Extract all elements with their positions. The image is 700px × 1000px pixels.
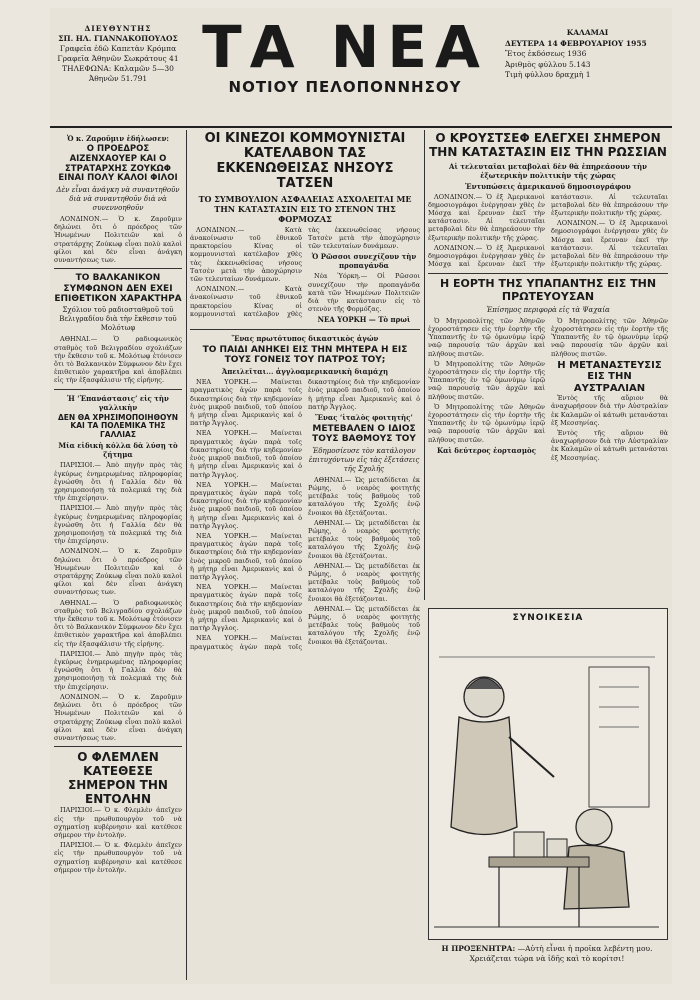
article-body: ΑΘΗΝΑΙ.— Ὡς μεταδίδεται ἐκ Ρώμης, ὁ νεαρὸς φοιτητὴς μετέβαλε τοὺς βαθμοὺς τοῦ καταλόγου τῆς Σχολῆς ἐνῷ ἔνοικοι θὰ ἐξετάζονται. <box>308 518 420 560</box>
article-deck: Μία εἰδικὴ κόλλα δὰ λύσῃ τὸ ζήτημα <box>58 441 178 460</box>
article-deck: Σχόλιον τοῦ ραδιοσταθμοῦ τοῦ Βελιγραδίου διὰ τὴν ἔκθεσιν τοῦ Μολότωφ <box>59 306 177 333</box>
article-body: ΠΑΡΙΣΙΟΙ.— Ὁ κ. Φλεμλὲν ἀπεῖχεν εἰς τὴν πρωθυπουργὸν τοῦ νὰ σχηματίσῃ κυβέρνησιν καὶ κατέθεσε σήμερον τὴν ἐντολήν. <box>54 841 182 874</box>
masthead-left-info <box>54 24 182 84</box>
article-columns <box>190 378 420 651</box>
article-deck: Αἱ τελευταῖαι μεταβολαὶ δὲν θὰ ἐπηρεάσουν τὴν ἐξωτερικὴν πολιτικὴν τῆς χώρας <box>449 161 647 180</box>
article-body: ΠΑΡΙΣΙΟΙ.— Ἀπὸ πηγὴν πρὸς τὰς ἐγκύρως ἐνημερωμένας πληροφορίας ἐγνώσθη ὅτι ἡ Γαλλία δὲν θὰ χρησιμοποιήσῃ τὰ πολεμικά της διὰ τὴν ἐπιχείρησιν. <box>54 461 182 503</box>
cartoon-title: ΣΥΝΟΙΚΕΣΙΑ <box>512 613 584 623</box>
phones-line-1: ΤΗΛΕΦΩΝΑ: Καλαμῶν 5—30 <box>62 64 174 73</box>
article-kicker: Ἕνας πρωτότυπος δικαστικὸς ἀγών <box>231 333 379 343</box>
article-kicker: Ὁ κ. Ζαροῦμιν ἐδήλωσεν: <box>66 134 170 143</box>
issue-number: Ἀριθμὸς φύλλου 5.143 <box>505 59 591 69</box>
newspaper-title: ΤΑ ΝΕΑ <box>202 13 488 81</box>
article-kicker: Ἡ ‘Ἐπανάστασις’ εἰς τὴν γαλλικὴν <box>67 393 169 412</box>
cartoon-drawing <box>429 627 665 937</box>
article-body: ΑΘΗΝΑΙ.— Ὁ ραδιοφωνικὸς σταθμὸς τοῦ Βελιγραδίου σχολιάζων τὴν ἔκθεσιν τοῦ κ. Μολότωφ ἐτόνισεν ὅτι τὸ Βαλκανικὸν Σύμφωνον δὲν ἔχει ἐπιθετικὸν χαρακτῆρα καὶ ἀποβλέπει εἰς τὴν ἐξασφάλισιν τῆς εἰρήνης. <box>54 335 182 385</box>
article-body: ΑΘΗΝΑΙ.— Ὡς μεταδίδεται ἐκ Ρώμης, ὁ νεαρὸς φοιτητὴς μετέβαλε τοὺς βαθμοὺς τοῦ καταλόγου τῆς Σχολῆς ἐνῷ ἔνοικοι θὰ ἐξετάζονται. <box>308 561 420 603</box>
newspaper-page <box>50 8 672 984</box>
article-body: ΛΟΝΔΙΝΟΝ.— Ὁ ἐξ Ἀμερικανοὶ δημοσιογράφοι ἐνέργησαν χθὲς ἐν Μόσχᾳ καὶ ἔρευναν ἐκεῖ τὴν κατάστασιν. Αἱ τελευταῖαι μεταβολαὶ δὲν θὰ ἐπηρεάσουν τὴν ἐξωτερικὴν πολιτικὴν τῆς χώρας. <box>428 192 668 269</box>
article-body: ΛΟΝΔΙΝΟΝ.— Ὁ ἐξ Ἀμερικανοὶ δημοσιογράφοι ἐνέργησαν χθὲς ἐν Μόσχᾳ καὶ ἔρευναν ἐκεῖ τὴν κατάστασιν. Αἱ τελευταῖαι μεταβολαὶ δὲν θὰ ἐπηρεάσουν τὴν ἐξωτερικὴν πολιτικὴν τῆς χώρας. <box>551 219 668 269</box>
article-body: Ὁ Μητροπολίτης τῶν Ἀθηνῶν ἐχοροστάτησεν εἰς τὴν ἑορτὴν τῆς Ὑπαπαντῆς ἐν τῷ ὁμωνύμῳ ἱερῷ ναῷ παρουσίᾳ τῶν ἀρχῶν καὶ πλήθους πιστῶν. <box>428 359 545 401</box>
article-body: ΝΕΑ ΥΟΡΚΗ.— Μαίνεται πραγματικὸς ἀγὼν παρὰ τοῖς δικαστηρίοις διὰ τὴν κηδεμονίαν ἑνὸς μικροῦ παιδιοῦ, τοῦ ὁποίου ἡ μήτηρ εἶναι Ἀμερικανὶς καὶ ὁ πατὴρ Ἄγγλος. <box>190 429 302 479</box>
article-kicker: Καὶ δεύτερος ἑορτασμὸς <box>437 445 536 455</box>
table-shape <box>489 857 589 867</box>
article-body: ΝΕΑ ΥΟΡΚΗ.— Μαίνεται πραγματικὸς ἀγὼν παρὰ τοῖς δικαστηρίοις διὰ τὴν κηδεμονίαν ἑνὸς μικροῦ παιδιοῦ, τοῦ ὁποίου ἡ μήτηρ εἶναι Ἀμερικανὶς καὶ ὁ πατὴρ Ἄγγλος. <box>190 531 302 581</box>
offices-line-2: Γραφεῖα Ἀθηνῶν Σωκράτους 41 <box>57 54 179 63</box>
column-middle <box>190 132 420 982</box>
article-kicker: Ἕνας ‘ἰταλὸς φοιτητὴς’ <box>315 413 413 423</box>
article-deck: Δὲν εἶναι ἀνάγκη νὰ συναντηθοῦν διὰ νὰ συναντηθοῦν διὰ νὰ συνεννοηθοῦν <box>56 186 180 213</box>
lead-headline: ΟΙ ΚΙΝΕΖΟΙ ΚΟΜΜΟΥΝΙΣΤΑΙ ΚΑΤΕΛΑΒΟΝ ΤΑΣ ΕΚΚΕΝΩΘΕΙΣΑΣ ΝΗΣΟΥΣ ΤΑΤΣΕΝ <box>204 132 406 191</box>
man-body <box>564 845 629 909</box>
article-deck: Ἀπειλεῖται... ἀγγλοαμερικανικὴ διαμάχη <box>221 367 389 377</box>
director-label: ΔΙΕΥΘΥΝΤΗΣ <box>84 24 152 33</box>
masthead <box>50 8 672 128</box>
article-headline: Ο ΠΡΟΕΔΡΟΣ ΑΙΖΕΝΧΑΟΥΕΡ ΚΑΙ Ο ΣΤΡΑΤΑΡΧΗΣ ΖΟΥΚΩΦ ΕΙΝΑΙ ΠΟΛΥ ΚΑΛΟΙ ΦΙΛΟΙ <box>58 144 178 184</box>
article-body: ΠΑΡΙΣΙΟΙ.— Ἀπὸ πηγὴν πρὸς τὰς ἐγκύρως ἐνημερωμένας πληροφορίας ἐγνώσθη ὅτι ἡ Γαλλία δὲν θὰ χρησιμοποιήσῃ τὰ πολεμικά της διὰ τὴν ἐπιχείρησιν. <box>54 649 182 691</box>
director-name: ΣΠ. ΗΛ. ΓΙΑΝΝΑΚΟΠΟΥΛΟΣ <box>58 34 178 43</box>
article-deck: Ἐπίσημος περιφορὰ εἰς τὰ Ψαχαία <box>486 305 610 314</box>
article-body: Νέα Ὑόρκη.— Οἱ Ρῶσσοι συνεχίζουν τὴν προπαγάνδα κατὰ τῶν Ἡνωμένων Πολιτειῶν διὰ τὴν κατάστασιν εἰς τὸ στενὸν τῆς Φορμόζας. <box>308 272 420 314</box>
article-body: ΝΕΑ ΥΟΡΚΗ.— Μαίνεται πραγματικὸς ἀγὼν παρὰ τοῖς δικαστηρίοις διὰ τὴν κηδεμονίαν ἑνὸς μικροῦ παιδιοῦ, τοῦ ὁποίου ἡ μήτηρ εἶναι Ἀμερικανὶς καὶ ὁ πατὴρ Ἄγγλος. <box>190 480 302 530</box>
article-body: ΛΟΝΔΙΝΟΝ.— Κατὰ ἀνακοίνωσιν τοῦ ἐθνικοῦ πρακτορείου Κίνας οἱ κομμουνισταὶ κατέλαβον χθὲς τὰς ἐκκενωθείσας νήσους Τατσὲν μετὰ τὴν ἀποχώρησιν τῶν τελευταίων δυνάμεων. <box>190 225 302 283</box>
article-deck: Ἐδημοσίευσε τὸν κατάλογον ἐπιτυχόντων εἰς τὰς ἐξετάσεις τῆς Σχολῆς <box>308 446 420 473</box>
lead-article-columns <box>190 226 420 325</box>
article-body: Ὁ Μητροπολίτης τῶν Ἀθηνῶν ἐχοροστάτησεν εἰς τὴν ἑορτὴν τῆς Ὑπαπαντῆς ἐν τῷ ὁμωνύμῳ ἱερῷ ναῷ παρουσίᾳ τῶν ἀρχῶν καὶ πλήθους πιστῶν. <box>428 402 545 444</box>
article-body: ΑΘΗΝΑΙ.— Ὡς μεταδίδεται ἐκ Ρώμης, ὁ νεαρὸς φοιτητὴς μετέβαλε τοὺς βαθμοὺς τοῦ καταλόγου τῆς Σχολῆς ἐνῷ ἔνοικοι θὰ ἐξετάζονται. <box>308 475 420 517</box>
article-body: ΠΑΡΙΣΙΟΙ.— Ὁ κ. Φλεμλὲν ἀπεῖχεν εἰς τὴν πρωθυπουργὸν τοῦ νὰ σχηματίσῃ κυβέρνησιν καὶ κατέθεσε σήμερον τὴν ἐντολήν. <box>54 806 182 839</box>
article-body: ΛΟΝΔΙΝΟΝ.— Ὁ κ. Ζαροῦμιν δηλώνει ὅτι ὁ πρόεδρος τῶν Ἡνωμένων Πολιτειῶν καὶ ὁ στρατάρχης Ζούκωφ εἶναι πολὺ καλοὶ φίλοι καὶ δὲν εἶναι ἀνάγκη συναντήσεως των. <box>54 547 182 597</box>
article-headline: ΤΟ ΒΑΛΚΑΝΙΚΟΝ ΣΥΜΦΩΝΟΝ ΔΕΝ ΕΧΕΙ ΕΠΙΘΕΤΙΚΟΝ ΧΑΡΑΚΤΗΡΑ <box>54 273 182 304</box>
divider <box>54 268 182 269</box>
article-headline: ΤΟ ΠΑΙΔΙ ΑΝΗΚΕΙ ΕΙΣ ΤΗΝ ΜΗΤΕΡΑ Η ΕΙΣ ΤΟΥΣ ΓΟΝΕΙΣ ΤΟΥ ΠΑΤΡΟΣ ΤΟΥ; <box>202 344 408 365</box>
article-headline: ΜΕΤΕΒΑΛΕΝ Ο ΙΔΙΟΣ ΤΟΥΣ ΒΑΘΜΟΥΣ ΤΟΥ <box>312 424 416 445</box>
newspaper-subtitle: ΝΟΤΙΟΥ ΠΕΛΟΠΟΝΝΗΣΟΥ <box>228 78 462 96</box>
caption-label: Η ΠΡΟΞΕΝΗΤΡΑ: <box>441 944 516 953</box>
article-body: ΛΟΝΔΙΝΟΝ.— Ὁ κ. Ζαροῦμιν δηλώνει ὅτι ὁ πρόεδρος τῶν Ἡνωμένων Πολιτειῶν καὶ ὁ στρατάρχης Ζούκωφ εἶναι πολὺ καλοὶ φίλοι καὶ δὲν εἶναι ἀνάγκη συναντήσεως των. <box>54 692 182 742</box>
article-columns <box>428 193 668 270</box>
article-body: Ὁ Μητροπολίτης τῶν Ἀθηνῶν ἐχοροστάτησεν εἰς τὴν ἑορτὴν τῆς Ὑπαπαντῆς ἐν τῷ ὁμωνύμῳ ἱερῷ ναῷ παρουσίᾳ τῶν ἀρχῶν καὶ πλήθους πιστῶν. <box>551 316 668 358</box>
publication-year: Ἔτος ἐκδόσεως 1936 <box>505 49 587 58</box>
article-body: ΝΕΑ ΥΟΡΚΗ.— Μαίνεται πραγματικὸς ἀγὼν παρὰ τοῖς δικαστηρίοις διὰ τὴν κηδεμονίαν ἑνὸς μικροῦ παιδιοῦ, τοῦ ὁποίου ἡ μήτηρ εἶναι Ἀμερικανὶς καὶ ὁ πατὴρ Ἄγγλος. <box>190 583 302 633</box>
issue-price: Τιμὴ φύλλου δραχμὴ 1 <box>505 70 591 79</box>
column-divider <box>186 130 187 980</box>
article-byline: ΝΕΑ ΥΟΡΚΗ — Τὸ πρωὶ <box>317 315 411 325</box>
man-head <box>576 809 612 845</box>
article-body: Ἐντὸς τῆς αὔριον θὰ ἀναχωρήσουν διὰ τὴν Αὐστραλίαν ἐκ Καλαμῶν οἱ κάτωθι μετανάσται ἐξ Μεσσηνίας. <box>551 429 668 462</box>
city: ΚΑΛΑΜΑΙ <box>566 28 609 37</box>
article-kicker: Ὁ Ρῶσσοι συνεχίζουν τὴν προπαγάνδα <box>311 252 417 271</box>
divider <box>190 329 420 330</box>
article-body: ΛΟΝΔΙΝΟΝ.— Κατὰ ἀνακοίνωσιν τοῦ ἐθνικοῦ πρακτορείου Κίνας οἱ κομμουνισταὶ κατέλαβον χθὲς τὰς ἐκκενωθείσας νήσους Τατσὲν μετὰ τὴν ἀποχώρησιν τῶν τελευταίων δυνάμεων. <box>190 225 420 318</box>
lead-deck: ΤΟ ΣΥΜΒΟΥΛΙΟΝ ΑΣΦΑΛΕΙΑΣ ΑΣΧΟΛΕΙΤΑΙ ΜΕ ΤΗΝ ΚΑΤΑΣΤΑΣΙΝ ΕΙΣ ΤΟ ΣΤΕΝΟΝ ΤΗΣ ΦΟΡΜΟΖΑΣ <box>198 193 412 224</box>
lead-headline: Ο ΚΡΟΥΣΤΣΕΦ ΕΛΕΓΧΕΙ ΣΗΜΕΡΟΝ ΤΗΝ ΚΑΤΑΣΤΑΣΙΝ ΕΙΣ ΤΗΝ ΡΩΣΣΙΑΝ <box>429 132 667 159</box>
divider <box>54 746 182 747</box>
article-body: Ἐντὸς τῆς αὔριον θὰ ἀναχωρήσουν διὰ τὴν Αὐστραλίαν ἐκ Καλαμῶν οἱ κάτωθι μετανάσται ἐξ Μεσσηνίας. <box>551 394 668 427</box>
cartoon-caption <box>428 944 666 964</box>
cartoon-frame <box>428 608 668 940</box>
article-body: ΑΘΗΝΑΙ.— Ὁ ραδιοφωνικὸς σταθμὸς τοῦ Βελιγραδίου σχολιάζων τὴν ἔκθεσιν τοῦ κ. Μολότωφ ἐτόνισεν ὅτι τὸ Βαλκανικὸν Σύμφωνον δὲν ἔχει ἐπιθετικὸν χαρακτῆρα καὶ ἀποβλέπει εἰς τὴν ἐξασφάλισιν τῆς εἰρήνης. <box>54 598 182 648</box>
article-kicker: Ἐντυπώσεις ἀμερικανοῦ δημοσιογράφου <box>465 181 631 191</box>
caption-text: —Αὐτὴ εἶναι ἡ προῖκα λεβέντη μου. Χρειάζεται τώρα νὰ ἰδῆς καὶ τὸ κορίτσι! <box>469 944 653 963</box>
article-headline: Η ΕΟΡΤΗ ΤΗΣ ΥΠΑΠΑΝΤΗΣ ΕΙΣ ΤΗΝ ΠΡΩΤΕΥΟΥΣΑΝ <box>439 277 657 304</box>
dowry-box <box>514 832 544 857</box>
article-body: ΠΑΡΙΣΙΟΙ.— Ἀπὸ πηγὴν πρὸς τὰς ἐγκύρως ἐνημερωμένας πληροφορίας ἐγνώσθη ὅτι ἡ Γαλλία δὲν θὰ χρησιμοποιήσῃ τὰ πολεμικά της διὰ τὴν ἐπιχείρησιν. <box>54 504 182 546</box>
article-columns <box>428 317 668 462</box>
column-left <box>54 132 182 982</box>
article-headline: ΔΕΝ ΘΑ ΧΡΗΣΙΜΟΠΟΙΗΘΟΥΝ ΚΑΙ ΤΑ ΠΟΛΕΜΙΚΑ ΤΗΣ ΓΑΛΛΙΑΣ <box>57 412 179 439</box>
article-body: ΛΟΝΔΙΝΟΝ.— Ὁ ἐξ Ἀμερικανοὶ δημοσιογράφοι ἐνέργησαν χθὲς ἐν Μόσχᾳ καὶ ἔρευναν ἐκεῖ τὴν κατάστασιν. Αἱ τελευταῖαι μεταβολαὶ δὲν θὰ ἐπηρεάσουν τὴν ἐξωτερικὴν πολιτικὴν τῆς χώρας. <box>428 192 545 242</box>
article-headline: Η ΜΕΤΑΝΑΣΤΕΥΣΙΣ ΕΙΣ ΤΗΝ ΑΥΣΤΡΑΛΙΑΝ <box>557 359 662 394</box>
article-body: Ὁ Μητροπολίτης τῶν Ἀθηνῶν ἐχοροστάτησεν εἰς τὴν ἑορτὴν τῆς Ὑπαπαντῆς ἐν τῷ ὁμωνύμῳ ἱερῷ ναῷ παρουσίᾳ τῶν ἀρχῶν καὶ πλήθους πιστῶν. <box>428 316 545 358</box>
matchmaker-body <box>451 717 517 835</box>
article-body: ΝΕΑ ΥΟΡΚΗ.— Μαίνεται πραγματικὸς ἀγὼν παρὰ τοῖς δικαστηρίοις διὰ τὴν κηδεμονίαν ἑνὸς μικροῦ παιδιοῦ, τοῦ ὁποίου ἡ μήτηρ εἶναι Ἀμερικανὶς καὶ ὁ πατὴρ Ἄγγλος. <box>190 378 302 428</box>
phones-line-2: Ἀθηνῶν 51.791 <box>88 74 148 83</box>
column-divider <box>424 130 425 600</box>
divider <box>428 273 668 274</box>
column-right <box>428 132 668 602</box>
article-body: ΑΘΗΝΑΙ.— Ὡς μεταδίδεται ἐκ Ρώμης, ὁ νεαρὸς φοιτητὴς μετέβαλε τοὺς βαθμοὺς τοῦ καταλόγου τῆς Σχολῆς ἐνῷ ἔνοικοι θὰ ἐξετάζονται. <box>308 604 420 646</box>
issue-date: ΔΕΥΤΕΡΑ 14 ΦΕΒΡΟΥΑΡΙΟΥ 1955 <box>505 38 647 48</box>
divider <box>54 389 182 390</box>
offices-line-1: Γραφεῖα ἐδῶ Καπετὰν Κρόμπα <box>59 44 177 53</box>
masthead-right-info <box>505 28 670 81</box>
article-headline: Ο ΦΛΕΜΛΕΝ ΚΑΤΕΘΕΣΕ ΣΗΜΕΡΟΝ ΤΗΝ ΕΝΤΟΛΗΝ <box>68 750 168 806</box>
cabinet-shape <box>589 667 649 807</box>
article-body: ΝΕΑ ΥΟΡΚΗ.— Μαίνεται πραγματικὸς ἀγὼν παρὰ τοῖς δικαστηρίοις διὰ τὴν κηδεμονίαν ἑνὸς μικροῦ παιδιοῦ, τοῦ ὁποίου ἡ μήτηρ εἶναι Ἀμερικανὶς καὶ ὁ πατὴρ Ἄγγλος. <box>190 378 420 651</box>
article-body: ΛΟΝΔΙΝΟΝ.— Ὁ κ. Ζαροῦμιν δηλώνει ὅτι ὁ πρόεδρος τῶν Ἡνωμένων Πολιτειῶν καὶ ὁ στρατάρχης Ζούκωφ εἶναι πολὺ καλοὶ φίλοι καὶ δὲν εἶναι ἀνάγκη συναντήσεως των. <box>54 215 182 265</box>
